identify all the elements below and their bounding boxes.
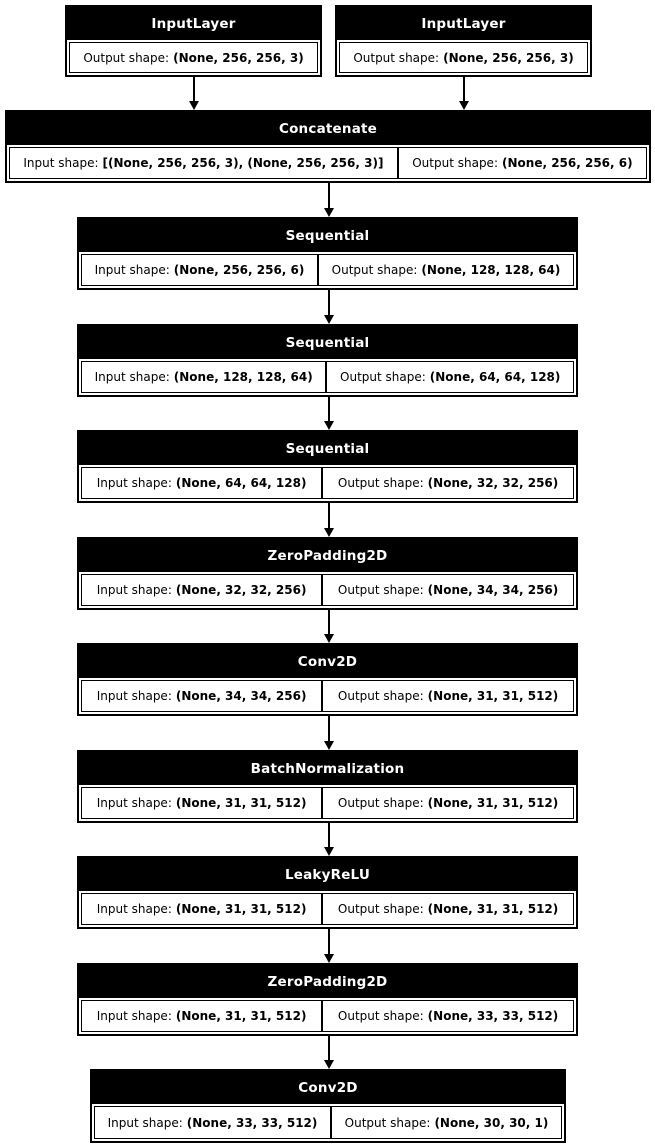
shape-value: (None, 34, 34, 256): [175, 689, 307, 703]
shape-value: (None, 256, 256, 6): [173, 263, 305, 277]
arrow-head-icon: [324, 208, 334, 217]
output-shape-cell: [322, 1000, 574, 1032]
layer-shape-row: [79, 252, 576, 288]
arrow-line: [328, 610, 330, 635]
arrow-head-icon: [324, 634, 334, 643]
arrow-head-icon: [324, 315, 334, 324]
arrow-head-icon: [324, 528, 334, 537]
arrow-line: [463, 77, 465, 102]
shape-label: Input shape:: [23, 156, 99, 170]
layer-node-inputlayer-2: [335, 5, 592, 77]
layer-shape-row: [79, 891, 576, 927]
shape-value: (None, 256, 256, 3): [173, 50, 304, 65]
layer-node-leakyrelu: [77, 856, 578, 929]
output-shape-cell: [322, 680, 574, 712]
layer-node-sequential-1: [77, 217, 578, 290]
edge-arrow-zeropadding1-conv2d1: [323, 610, 334, 643]
shape-label: Input shape:: [96, 689, 172, 703]
layer-title: Sequential: [79, 432, 576, 465]
shape-value: [(None, 256, 256, 3), (None, 256, 256, 3)]: [102, 156, 384, 170]
edge-arrow-leakyrelu-zeropadding2: [323, 929, 334, 963]
arrow-line: [328, 1036, 330, 1061]
output-shape-cell: [398, 147, 647, 179]
shape-value: (None, 33, 33, 512): [186, 1115, 318, 1130]
output-shape-cell: [326, 361, 574, 393]
shape-label: Input shape:: [96, 902, 172, 916]
shape-value: (None, 31, 31, 512): [175, 796, 307, 810]
layer-shape-row: [79, 572, 576, 608]
layer-title: Sequential: [79, 219, 576, 252]
arrow-line: [328, 290, 330, 316]
shape-label: Output shape:: [337, 796, 424, 810]
input-shape-cell: [9, 147, 398, 179]
layer-node-sequential-3: [77, 430, 578, 503]
shape-value: (None, 64, 64, 128): [175, 476, 307, 490]
shape-value: (None, 31, 31, 512): [175, 1009, 307, 1023]
layer-title: Conv2D: [92, 1071, 564, 1104]
layer-title: BatchNormalization: [79, 752, 576, 785]
shape-value: (None, 32, 32, 256): [427, 476, 559, 490]
output-shape-cell: [339, 42, 588, 73]
input-shape-cell: [81, 1000, 322, 1032]
shape-label: Output shape:: [337, 476, 424, 490]
shape-label: Output shape:: [353, 50, 440, 65]
input-shape-cell: [81, 787, 322, 819]
output-shape-cell: [322, 893, 574, 925]
shape-label: Input shape:: [96, 476, 172, 490]
output-shape-cell: [322, 787, 574, 819]
shape-value: (None, 33, 33, 512): [427, 1009, 559, 1023]
shape-value: (None, 128, 128, 64): [421, 263, 561, 277]
layer-shape-row: [92, 1104, 564, 1141]
layer-shape-row: [79, 678, 576, 714]
arrow-line: [328, 183, 330, 209]
layer-shape-row: [7, 145, 649, 181]
shape-value: (None, 256, 256, 6): [502, 156, 633, 170]
input-shape-cell: [81, 361, 326, 393]
shape-label: Input shape:: [96, 796, 172, 810]
shape-label: Output shape:: [344, 1115, 431, 1130]
shape-value: (None, 31, 31, 512): [427, 796, 559, 810]
edge-arrow-conv2d1-batchnorm: [323, 716, 334, 750]
shape-label: Input shape:: [96, 583, 172, 597]
input-shape-cell: [81, 574, 322, 606]
layer-shape-row: [67, 40, 320, 75]
arrow-head-icon: [324, 741, 334, 750]
shape-label: Output shape:: [337, 902, 424, 916]
layer-node-zeropadding2d-1: [77, 537, 578, 610]
edge-arrow-zeropadding2-conv2d2: [323, 1036, 334, 1069]
layer-title: Concatenate: [7, 112, 649, 145]
input-shape-cell: [81, 254, 318, 286]
arrow-line: [328, 716, 330, 742]
output-shape-cell: [322, 574, 574, 606]
edge-arrow-sequential1-sequential2: [323, 290, 334, 324]
shape-value: (None, 31, 31, 512): [427, 902, 559, 916]
shape-label: Input shape:: [107, 1115, 183, 1130]
shape-label: Output shape:: [412, 156, 498, 170]
shape-value: (None, 34, 34, 256): [427, 583, 559, 597]
shape-value: (None, 30, 30, 1): [434, 1115, 549, 1130]
arrow-line: [328, 823, 330, 848]
input-shape-cell: [81, 680, 322, 712]
edge-arrow-inputlayer2-concatenate: [458, 77, 469, 110]
shape-label: Input shape:: [94, 263, 170, 277]
layer-node-inputlayer-1: [65, 5, 322, 77]
layer-shape-row: [79, 359, 576, 395]
shape-label: Output shape:: [337, 1009, 424, 1023]
shape-value: (None, 256, 256, 3): [443, 50, 574, 65]
shape-label: Output shape:: [83, 50, 170, 65]
output-shape-cell: [322, 467, 574, 499]
layer-title: ZeroPadding2D: [79, 539, 576, 572]
layer-shape-row: [337, 40, 590, 75]
output-shape-cell: [318, 254, 574, 286]
arrow-head-icon: [324, 421, 334, 430]
shape-label: Output shape:: [337, 689, 424, 703]
arrow-head-icon: [189, 101, 199, 110]
layer-title: ZeroPadding2D: [79, 965, 576, 998]
output-shape-cell: [69, 42, 318, 73]
shape-label: Input shape:: [94, 370, 170, 384]
shape-value: (None, 64, 64, 128): [429, 370, 561, 384]
edge-arrow-inputlayer1-concatenate: [188, 77, 199, 110]
edge-arrow-sequential2-sequential3: [323, 397, 334, 430]
layer-title: InputLayer: [337, 7, 590, 40]
layer-node-sequential-2: [77, 324, 578, 397]
input-shape-cell: [94, 1106, 331, 1139]
arrow-head-icon: [324, 847, 334, 856]
layer-title: Conv2D: [79, 645, 576, 678]
layer-shape-row: [79, 998, 576, 1034]
arrow-head-icon: [324, 954, 334, 963]
shape-label: Input shape:: [96, 1009, 172, 1023]
layer-node-conv2d-2: [90, 1069, 566, 1143]
layer-shape-row: [79, 785, 576, 821]
layer-shape-row: [79, 465, 576, 501]
arrow-line: [328, 929, 330, 955]
edge-arrow-batchnorm-leakyrelu: [323, 823, 334, 856]
layer-node-conv2d-1: [77, 643, 578, 716]
output-shape-cell: [331, 1106, 562, 1139]
layer-node-batchnormalization: [77, 750, 578, 823]
shape-value: (None, 31, 31, 512): [427, 689, 559, 703]
input-shape-cell: [81, 893, 322, 925]
arrow-head-icon: [324, 1060, 334, 1069]
layer-title: LeakyReLU: [79, 858, 576, 891]
edge-arrow-sequential3-zeropadding1: [323, 503, 334, 537]
edge-arrow-concatenate-sequential1: [323, 183, 334, 217]
layer-title: Sequential: [79, 326, 576, 359]
arrow-line: [328, 503, 330, 529]
shape-value: (None, 31, 31, 512): [175, 902, 307, 916]
layer-node-zeropadding2d-2: [77, 963, 578, 1036]
shape-value: (None, 128, 128, 64): [173, 370, 313, 384]
arrow-head-icon: [459, 101, 469, 110]
layer-title: InputLayer: [67, 7, 320, 40]
layer-node-concatenate: [5, 110, 651, 183]
shape-label: Output shape:: [340, 370, 426, 384]
shape-label: Output shape:: [331, 263, 418, 277]
input-shape-cell: [81, 467, 322, 499]
shape-label: Output shape:: [337, 583, 424, 597]
arrow-line: [328, 397, 330, 422]
shape-value: (None, 32, 32, 256): [175, 583, 307, 597]
arrow-line: [193, 77, 195, 102]
